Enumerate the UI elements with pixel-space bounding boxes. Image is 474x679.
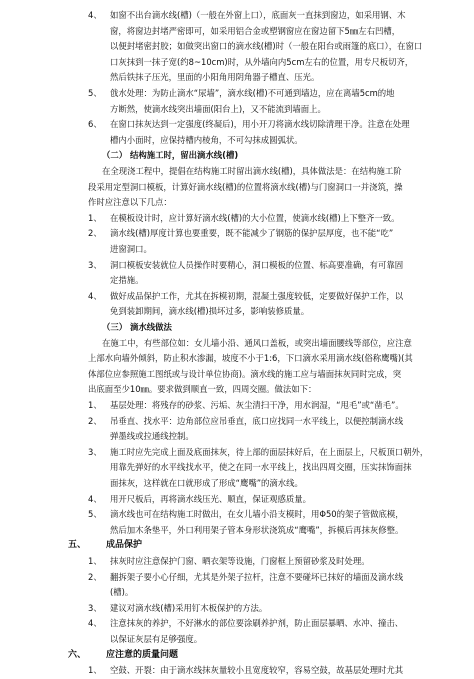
list-item-text: 做好成品保护工作，尤其在拆模初期，混凝土强度较低，定要做好保护工作，以 — [110, 290, 404, 301]
section-heading: 成品保护 — [106, 540, 143, 551]
list-item-text: 弹墨线或拉通线控制。 — [110, 431, 194, 442]
list-item-text: 吊垂直、找水平：边角部位应吊垂直，底口应找同一水平线上，以便控制滴水线 — [110, 415, 404, 426]
list-item-number: 4、 — [88, 10, 102, 20]
list-item-number: 1、 — [88, 400, 102, 410]
subsection-heading: （三） 滴水线做法 — [102, 322, 172, 332]
list-item-text: 空鼓、开裂：由于滴水线抹灰量较小且宽度较窄，容易空鼓，故基层处理时尤其 — [110, 665, 404, 676]
list-item-text: 面抹灰，这样就在口就形成了形成“鹰嘴”的滴水线。 — [110, 478, 303, 488]
paragraph-line: 上部水向墙外倾斜，防止积水渗漏，坡度不小于1:6，下口滴水采用滴水线(俗称鹰嘴)(其 — [88, 353, 413, 364]
list-item-text: 窗，将窗边封堵严密即可，如采用铝合金或塑钢窗应在窗边留下5㎜左右凹槽， — [110, 25, 401, 36]
subsection-heading: （二） 结构施工时，留出滴水线(槽) — [102, 150, 239, 161]
list-item-text: 槽内小面时，应保持槽内棱角，不可勾抹成圆弧状。 — [110, 134, 303, 145]
list-item-text: 进窗洞口。 — [110, 244, 152, 254]
list-item-text: 定措施。 — [110, 275, 144, 286]
list-item-number: 4、 — [88, 618, 102, 629]
list-item-text: 口灰抹到一抹子宽(约8~10cm)时，从外墙向内5cm左右的位置，用专尺板切齐， — [110, 56, 414, 67]
list-item-text: 在窗口抹灰达到一定强度(终凝后)，用小开刀将滴水线切除清理干净。注意在处理 — [110, 119, 410, 130]
list-item-text: 用靠先弹好的水平线找水平，使之在同一水平线上，找出四周交圈，压实抹饰面抹 — [110, 462, 412, 473]
list-item-number: 3、 — [88, 259, 102, 270]
list-item-text: 戗水处理：为防止滴水“尿墙”，滴水线(槽)不可通到墙边，应在离墙5cm的地 — [110, 88, 395, 98]
list-item-text: 抹灰时应注意保护门窗、晒衣架等设施，门窗框上预留砂浆及时处理。 — [110, 556, 370, 566]
list-item-text: 洞口模板安装就位人员操作时要精心，洞口模板的位置、标高要准确，有可靠固 — [110, 259, 404, 270]
list-item-number: 2、 — [88, 571, 102, 582]
list-item-text: 注意抹灰的养护，不好淋水的部位要涂刷养护剂，防止面层暴晒、水冲、撞击、 — [110, 618, 404, 629]
list-item-text: 滴水线也可在结构施工时做出，在女儿墙小沿支模时，用Φ50的架子管做底模， — [110, 509, 404, 520]
list-item-number: 1、 — [88, 556, 102, 566]
list-item-text: 以保证灰层有足够强度。 — [110, 634, 203, 644]
list-item-text: 以便封堵密封胶；如做突出窗口的滴水线(槽)时（一般在阳台或雨篷的底口），在窗口 — [110, 41, 423, 52]
list-item-text: 建议对滴水线(槽)采用钉木板保护的方法。 — [110, 602, 268, 613]
paragraph-line: 在施工中，有些部位如：女儿墙小沿、通风口盖板，或突出墙面腰线等部位，应注意 — [102, 337, 412, 348]
list-item-text: 翻拆架子要小心仔细，尤其是外架子拉杆，注意不要碰坏已抹好的墙面及滴水线 — [110, 571, 404, 582]
list-item-number: 2、 — [88, 228, 102, 239]
paragraph-line: 在全现浇工程中，提倡在结构施工时留出滴水线(槽)，具体做法是：在结构施工阶 — [102, 166, 402, 176]
paragraph-line: 体部位应参照施工图纸或与设计单位协商)。滴水线的施工应与墙面抹灰同时完成，突 — [88, 368, 402, 379]
list-item-text: 如窗不出台滴水线(槽)（一般在外窗上口），底面灰一直抹到窗边，如采用钢、木 — [110, 10, 406, 20]
list-item-number: 1、 — [88, 665, 102, 676]
list-item-number: 6、 — [88, 119, 102, 130]
list-item-number: 3、 — [88, 602, 102, 613]
list-item-number: 5、 — [88, 509, 102, 520]
list-item-text: 在模板设计时，应计算好滴水线(槽)的大小位置，使滴水线(槽)上下整齐一致。 — [110, 212, 400, 223]
list-item-text: 方断然，使滴水线突出墙面(阳台上)，又不能流到墙面上。 — [110, 103, 326, 114]
list-item-number: 5、 — [88, 88, 102, 98]
list-item-text: 施工时应先完成上面及底面抹灰，待上部的面层抹好后，在上面层上，尺板顶口朝外， — [110, 446, 429, 457]
paragraph-line: 段采用定型洞口模板，计算好滴水线(槽)的位置将滴水线(槽)与门窗洞口一并浇筑，操 — [88, 181, 403, 192]
list-item-text: 然后加木条垫平，外口利用架子管本身形状浇筑成“鹰嘴”，拆模后再抹灰修整。 — [110, 524, 404, 535]
section-number: 六、 — [68, 649, 87, 660]
list-item-number: 4、 — [88, 493, 102, 504]
list-item-text: 基层处理：将残存的砂浆、污垢、灰尘清扫干净，用水润湿，“甩毛”或“凿毛”。 — [110, 400, 404, 410]
list-item-number: 4、 — [88, 290, 102, 301]
list-item-text: 用开尺板后，再将滴水线压光、顺直，保证观感质量。 — [110, 493, 311, 504]
section-number: 五、 — [68, 540, 87, 551]
list-item-text: 然后铁抹子压光，里面的小阳角用阴角器子槽直、压光。 — [110, 72, 320, 83]
list-item-number: 1、 — [88, 212, 102, 223]
list-item-text: 免到装卸期间，滴水线(槽)损坏过多，影响装修质量。 — [110, 306, 310, 317]
paragraph-line: 出底面至少10㎜。要求做到顺直一致，四周交圈。做法如下： — [88, 384, 317, 395]
paragraph-line: 作时应注意以下几点： — [88, 197, 172, 208]
list-item-text: 滴水线(槽)厚度计算也要重要，既不能减少了钢筋的保护层厚度，也不能“吃” — [110, 228, 394, 239]
list-item-text: (槽)。 — [110, 587, 134, 598]
section-heading: 应注意的质量问题 — [106, 649, 179, 660]
list-item-number: 3、 — [88, 446, 102, 457]
list-item-number: 2、 — [88, 415, 102, 426]
